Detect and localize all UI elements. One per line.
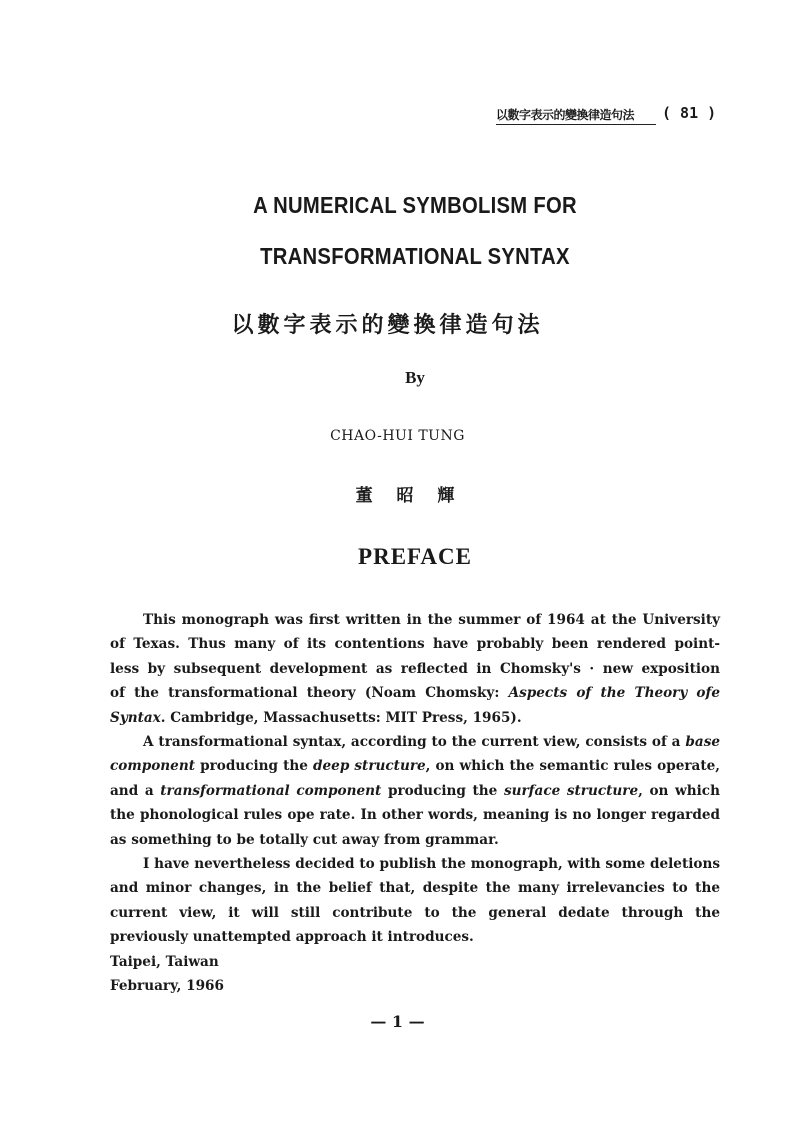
text-line: [110, 757, 720, 775]
italic-text: surface structure: [503, 782, 639, 799]
page-footer-number: — 1 —: [370, 1012, 425, 1031]
text-line: [110, 635, 720, 653]
title-line-1: A NUMERICAL SYMBOLISM FOR: [253, 192, 577, 218]
preface-heading: PREFACE: [358, 544, 472, 569]
text-line: [110, 904, 720, 922]
byline: By: [405, 368, 425, 387]
text-run: , on which the semantic rules operate,: [425, 758, 720, 775]
text-run: . Cambridge, Massachusetts: MIT Press, 1965).: [160, 709, 522, 726]
italic-text: component: [110, 758, 195, 775]
text-run: February, 1966: [110, 978, 224, 994]
text-run: and a: [110, 782, 161, 799]
text-run: Taipei, Taiwan: [110, 953, 219, 970]
text-line: [110, 977, 720, 995]
text-run: producing the: [195, 758, 314, 775]
text-line: [143, 855, 720, 873]
text-line: [110, 806, 720, 824]
running-header-page-number: ( 81 ): [662, 104, 717, 122]
text-line: [110, 782, 720, 800]
text-line: [143, 611, 720, 629]
text-line: [110, 879, 720, 897]
text-run: producing the: [381, 782, 504, 799]
text-run: I have nevertheless decided to publish the monograph, with some deletions: [143, 856, 720, 872]
title-line-2: TRANSFORMATIONAL SYNTAX: [260, 243, 570, 269]
running-header-title: 以數字表示的變換律造句法: [496, 106, 656, 125]
text-run: A transformational syntax, according to the current view, consists of a: [143, 734, 686, 750]
text-line: [110, 928, 720, 946]
text-line: [143, 733, 720, 751]
italic-text: base: [685, 734, 720, 750]
italic-text: Aspects of the Theory ofe: [508, 685, 720, 702]
text-run: This monograph was first written in the summer of 1964 at the University: [143, 612, 720, 628]
text-run: current view, it will still contribute to the general dedate through the: [110, 904, 720, 921]
italic-text: deep structure: [313, 758, 426, 775]
text-line: [110, 684, 720, 702]
text-run: and minor changes, in the belief that, despite the many irrelevancies to the: [110, 880, 720, 897]
text-run: the phonological rules ope rate. In other words, meaning is no longer regarded: [110, 807, 720, 824]
italic-text: Syntax: [110, 709, 161, 726]
author-name: CHAO-HUI TUNG: [330, 428, 465, 444]
text-line: [110, 831, 720, 849]
text-run: of the transformational theory (Noam Chomsky:: [110, 685, 509, 702]
text-run: less by subsequent development as reflected in Chomsky's · new exposition: [110, 660, 720, 677]
text-run: previously unattempted approach it introduces.: [110, 929, 474, 946]
text-line: [110, 953, 720, 971]
text-line: [110, 709, 720, 727]
author-name-chinese: 董 昭 輝: [355, 486, 455, 506]
text-run: of Texas. Thus many of its contentions have probably been rendered point-: [110, 636, 720, 653]
text-run: , on which: [638, 782, 720, 799]
italic-text: transformational component: [160, 782, 382, 799]
text-run: as something to be totally cut away from grammar.: [110, 831, 499, 848]
chinese-title: 以數字表示的變換律造句法: [231, 312, 544, 338]
text-line: [110, 660, 720, 678]
